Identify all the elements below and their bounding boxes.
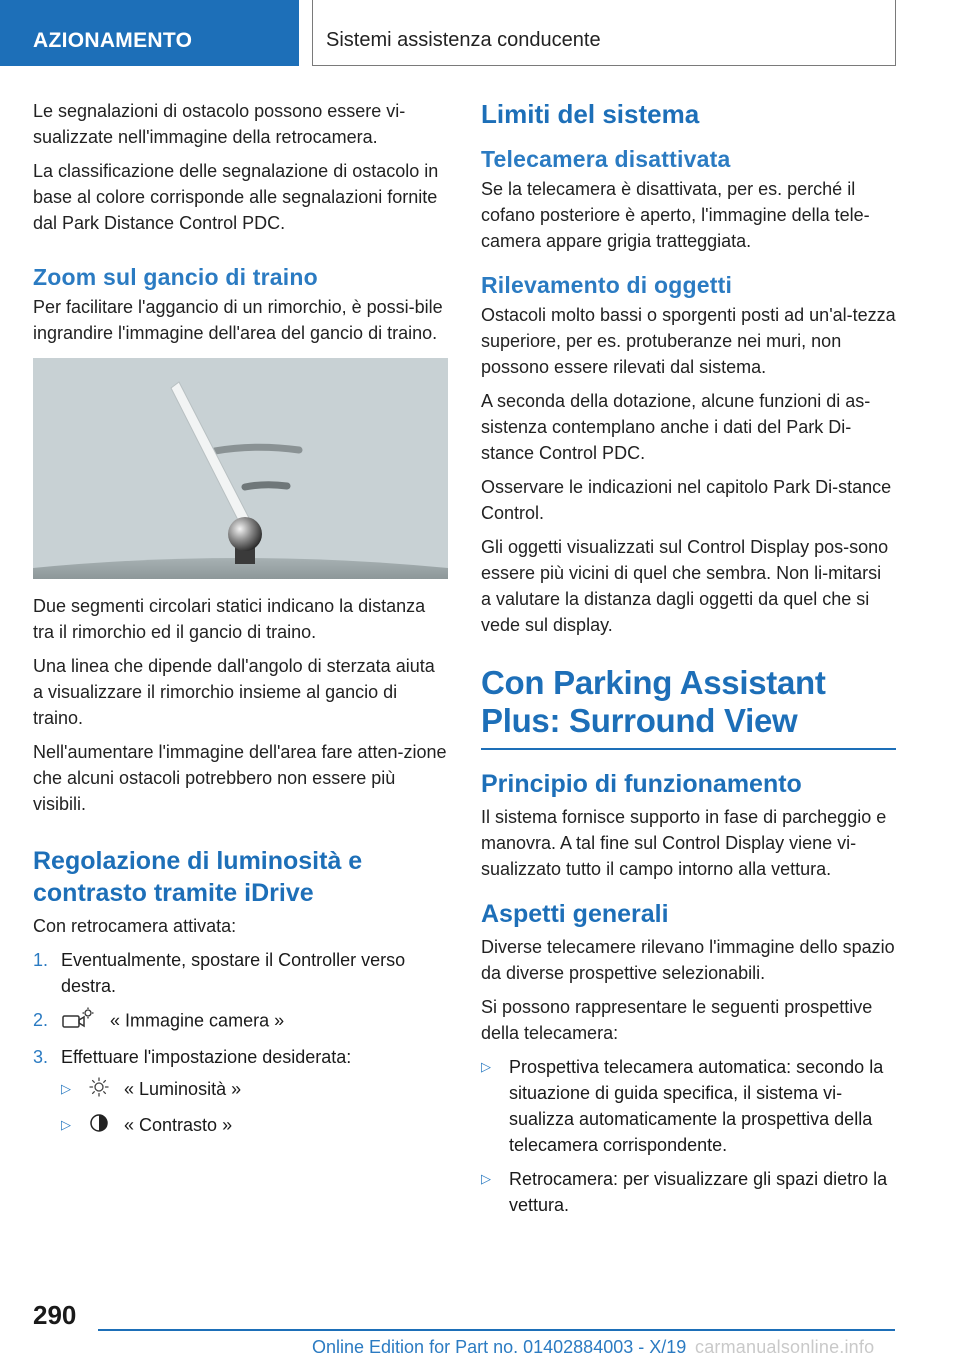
paragraph: Due segmenti circolari statici indicano la distanza tra il rimorchio ed il gancio di traino. (33, 596, 426, 642)
page-number: 290 (33, 1300, 77, 1330)
heading-object-detection: Rilevamento di oggetti (481, 272, 733, 298)
paragraph: Una linea che dipende dall'angolo di sterzata aiuta a visualizzare il rimorchio insieme al gancio di traino. (33, 656, 435, 728)
heading-zoom-hitch: Zoom sul gancio di traino (33, 264, 318, 290)
paragraph: Osservare le indicazioni nel capitolo Park Di-stance Control. (481, 477, 892, 523)
tow-hitch-svg (33, 358, 448, 579)
step-number: 2. (33, 1010, 49, 1030)
paragraph: Il sistema fornisce supporto in fase di parcheggio e manovra. A tal fine sul Control Display viene vi-sualizzato tutto il campo intorno alla vettura. (481, 806, 887, 879)
option-list (61, 1076, 448, 1140)
heading-principle: Principio di funzionamento (481, 769, 802, 798)
distance-arc-near (245, 485, 287, 487)
section-tab: AZIONAMENTO (0, 0, 299, 66)
steps-list (33, 947, 448, 1140)
triangle-bullet-icon: ▷ (481, 1058, 491, 1074)
step-number: 1. (33, 950, 49, 970)
heading-general-aspects: Aspetti generali (481, 899, 669, 928)
sun-brightness-icon (89, 1077, 109, 1104)
contrast-icon (89, 1113, 109, 1140)
step-text: « Immagine camera » (110, 1010, 285, 1031)
chapter-title: Sistemi assistenza conducente (312, 0, 896, 66)
paragraph: Se la telecamera è disattivata, per es. perché il cofano posteriore è aperto, l'immagine della tele-camera appare grigia tratteggiata. (481, 179, 870, 251)
perspective-list (481, 1054, 896, 1218)
paragraph: Per facilitare l'aggancio di un rimorchio, è possi-bile ingrandire l'immagine dell'area del gancio di traino. (33, 297, 443, 343)
paragraph: Gli oggetti visualizzati sul Control Display pos-sono essere più vicini di quel che sembra. Non li-mitarsi a valutare la distanza dagli oggetti da quel che si vede sul display. (481, 537, 889, 635)
step-text: Effettuare l'impostazione desiderata: (61, 1047, 352, 1067)
option-item (61, 1112, 448, 1140)
triangle-bullet-icon: ▷ (481, 1170, 491, 1186)
footer-divider (98, 1329, 895, 1331)
left-column (33, 98, 448, 1148)
triangle-bullet-icon: ▷ (61, 1081, 71, 1096)
option-item (61, 1076, 448, 1104)
distance-arc-far (215, 447, 299, 451)
paragraph: La classificazione delle segnalazione di ostacolo in base al colore corrisponde alle segnalazioni fornite dal Park Distance Control PDC. (33, 161, 439, 233)
hitch-ball (228, 517, 262, 551)
heading-system-limits: Limiti del sistema (481, 99, 700, 129)
paragraph: Nell'aumentare l'immagine dell'area fare atten-zione che alcuni ostacoli potrebbero non essere più visibili. (33, 742, 447, 814)
list-item-text: Retrocamera: per visualizzare gli spazi dietro la vettura. (509, 1168, 888, 1215)
option-text: « Contrasto » (124, 1114, 233, 1135)
watermark: carmanualsonline.info (695, 1337, 875, 1357)
step-text: Eventualmente, spostare il Controller verso destra. (61, 950, 406, 996)
paragraph: Con retrocamera attivata: (33, 916, 237, 936)
page-header (0, 0, 960, 66)
option-text: « Luminosità » (124, 1079, 242, 1099)
heading-camera-off: Telecamera disattivata (481, 146, 731, 172)
step-item (33, 1007, 448, 1036)
heading-brightness-contrast: Regolazione di luminosità e contrasto tramite iDrive (33, 847, 363, 907)
step-number: 3. (33, 1047, 49, 1067)
right-column (481, 98, 896, 1226)
step-item (33, 947, 448, 999)
list-item (481, 1054, 896, 1158)
heading-divider (481, 748, 896, 750)
camera-settings-icon (61, 1007, 95, 1036)
paragraph: Diverse telecamere rilevano l'immagine dello spazio da diverse prospettive selezionabili. (481, 936, 895, 983)
heading-surround-view: Con Parking Assistant Plus: Surround View (481, 664, 826, 739)
paragraph: Si possono rappresentare le seguenti prospettive della telecamera: (481, 996, 873, 1043)
paragraph: A seconda della dotazione, alcune funzioni di as-sistenza contemplano anche i dati del Park Di-stance Control PDC. (481, 391, 871, 463)
paragraph: Le segnalazioni di ostacolo possono essere vi-sualizzate nell'immagine della retrocamera. (33, 101, 406, 147)
tow-hitch-illustration (33, 358, 448, 579)
list-item-text: Prospettiva telecamera automatica: secondo la situazione di guida specifica, il sistema vi-sualizza automaticamente la prospettiva della telecamera corrispondente. (509, 1056, 884, 1155)
paragraph: Ostacoli molto bassi o sporgenti posti ad un'al-tezza superiore, per es. protuberanze nei muri, non possono essere rilevati dal sistema. (481, 305, 896, 377)
list-item (481, 1166, 896, 1218)
triangle-bullet-icon: ▷ (61, 1116, 71, 1132)
edition-text: Online Edition for Part no. 01402884003 - X/19 (312, 1337, 687, 1357)
step-item (33, 1044, 448, 1140)
